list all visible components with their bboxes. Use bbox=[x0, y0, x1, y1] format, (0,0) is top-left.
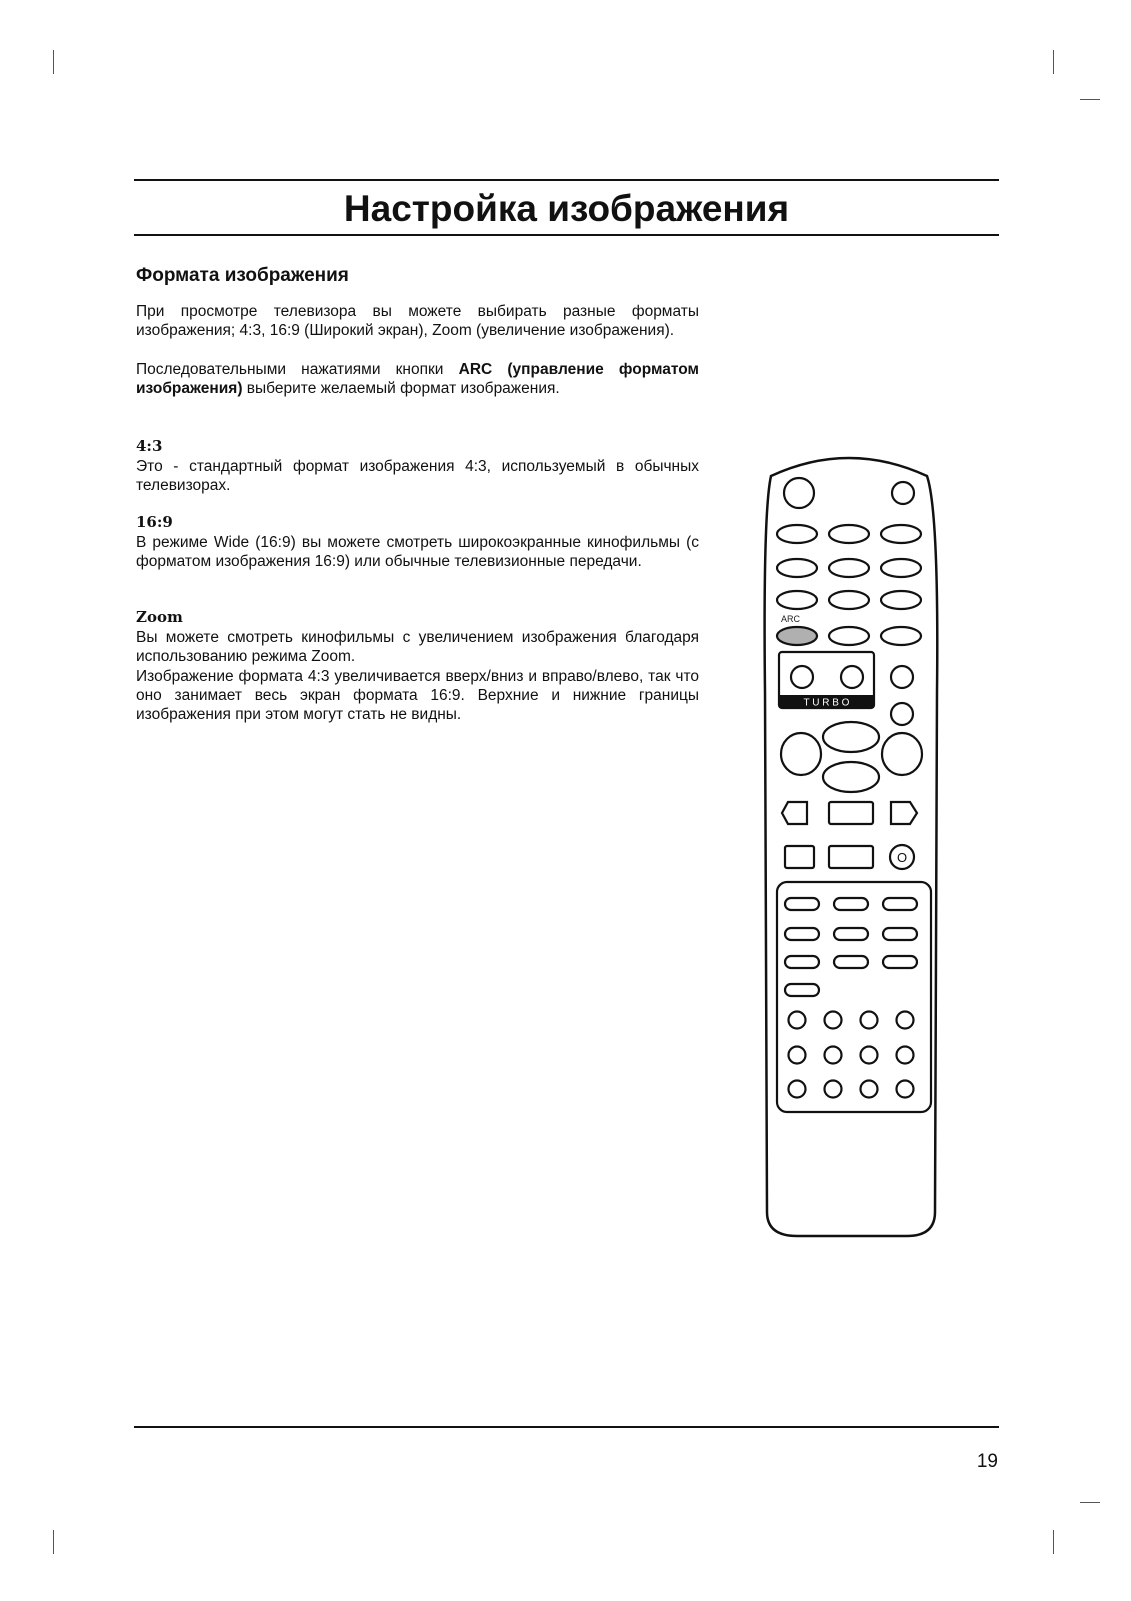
section-heading: Формата изображения bbox=[136, 265, 349, 286]
mode-text-zoom: Вы можете смотреть кинофильмы с увеличением изображения благодаря использованию режима Zoom. bbox=[136, 629, 699, 666]
mode-text-16-9: В режиме Wide (16:9) вы можете смотреть широкоэкранные кинофильмы (с форматом изображения 16:9) или обычные телевизионные передачи. bbox=[136, 534, 699, 571]
intro-arc-suffix: выберите желаемый формат изображения. bbox=[242, 380, 560, 398]
crop-mark bbox=[1080, 1502, 1100, 1503]
ok-glyph: O bbox=[896, 850, 908, 865]
mode-text-zoom-detail: Изображение формата 4:3 увеличивается вверх/вниз и вправо/влево, так что оно занимает весь экран формата 16:9. Верхние и нижние границы изображения при этом могут стать не видны. bbox=[136, 668, 699, 724]
turbo-label: T U R B O bbox=[803, 697, 850, 709]
title-bottom-rule bbox=[134, 234, 999, 236]
mode-heading-4-3: 4:3 bbox=[136, 437, 163, 455]
crop-mark bbox=[53, 1530, 54, 1554]
intro-arc-paragraph bbox=[136, 360, 699, 398]
mode-heading-16-9: 16:9 bbox=[136, 513, 173, 531]
title-top-rule bbox=[134, 179, 999, 181]
remote-control-illustration bbox=[757, 452, 942, 1242]
arc-label: ARC bbox=[781, 614, 801, 624]
mode-heading-zoom: Zoom bbox=[136, 608, 183, 626]
footer-rule bbox=[134, 1426, 999, 1428]
intro-arc-prefix: Последовательными нажатиями кнопки bbox=[136, 361, 459, 378]
mode-text-4-3: Это - стандартный формат изображения 4:3, используемый в обычных телевизорах. bbox=[136, 458, 699, 495]
crop-mark bbox=[1053, 50, 1054, 74]
intro-paragraph: При просмотре телевизора вы можете выбирать разные форматы изображения; 4:3, 16:9 (Широкий экран), Zoom (увеличение изображения). bbox=[136, 303, 699, 340]
page-title: Настройка изображения bbox=[343, 188, 790, 229]
arc-button bbox=[777, 627, 817, 645]
crop-mark bbox=[53, 50, 54, 74]
page-number: 19 bbox=[976, 1451, 998, 1472]
crop-mark bbox=[1080, 99, 1100, 100]
arc-button-name: ARC (управление форматом изображения) bbox=[136, 361, 699, 398]
crop-mark bbox=[1053, 1530, 1054, 1554]
